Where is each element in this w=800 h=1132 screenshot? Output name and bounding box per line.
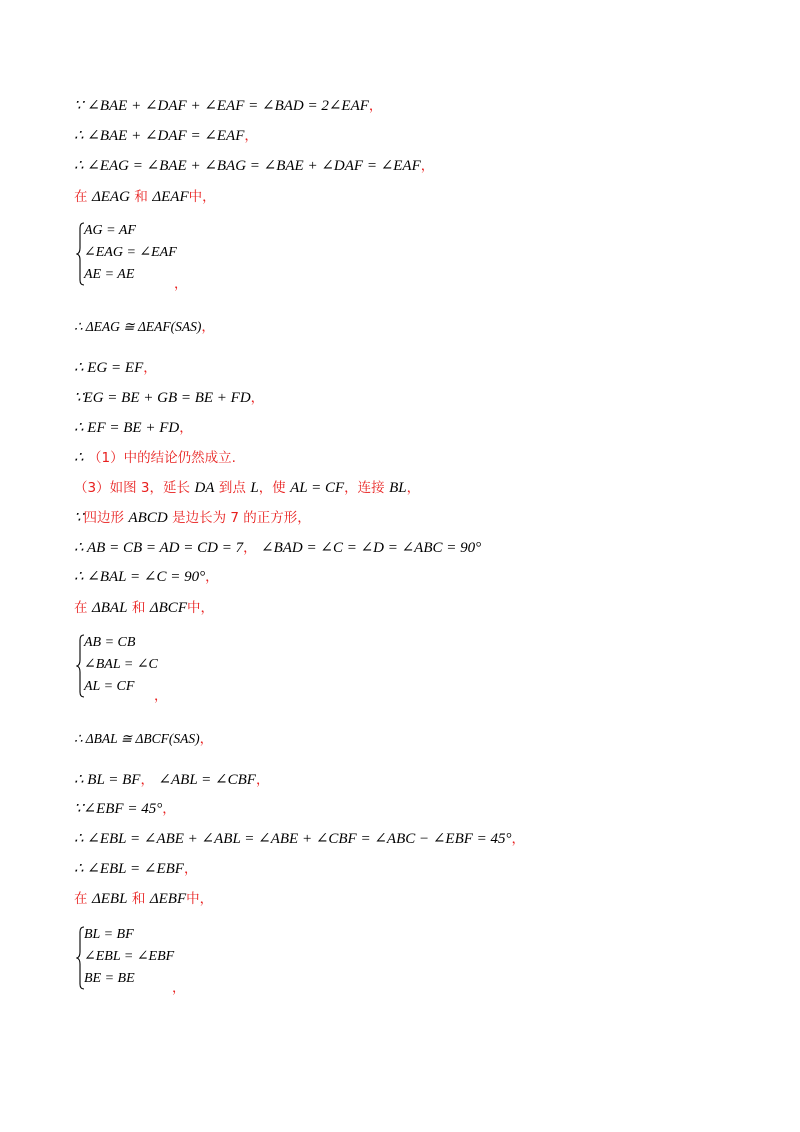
punctuation: ， <box>243 540 257 556</box>
proof-line-8 <box>74 419 193 437</box>
proof-line-12 <box>74 539 481 557</box>
punctuation: ， <box>179 420 193 436</box>
punctuation: ， <box>420 158 435 174</box>
proof-line-2 <box>74 127 258 145</box>
punctuation: ， <box>244 128 258 144</box>
math-expression: ΔEBL <box>91 891 128 907</box>
text-segment: 在 <box>74 600 88 616</box>
equation-system-1 <box>76 222 276 292</box>
math-expression: ∴ ∠EAG = ∠BAE + ∠BAG = ∠BAE + ∠DAF = ∠EAF <box>74 158 421 174</box>
math-expression: DA <box>194 480 215 496</box>
system-row: ∠EAG = ∠EAF <box>84 245 177 260</box>
proof-line-16 <box>74 771 269 789</box>
system-row: BL = BF <box>84 927 134 942</box>
math-expression: ΔEBF <box>149 891 187 907</box>
punctuation: ， <box>199 731 214 747</box>
text-segment: （3）如图 3，延长 <box>74 480 190 496</box>
proof-line-3 <box>74 157 434 175</box>
math-expression: ∠BAD = ∠C = ∠D = ∠ABC = 90° <box>261 540 482 556</box>
punctuation: ， <box>143 360 157 376</box>
math-expression: ΔBCF <box>149 600 187 616</box>
math-expression: ∴ BL = BF <box>74 772 141 788</box>
text-segment: 到点 <box>218 480 246 496</box>
math-expression: ∴ EG = EF <box>74 360 144 376</box>
math-expression: ∴ EF = BE + FD <box>74 420 180 436</box>
punctuation: ， <box>201 319 215 335</box>
proof-line-19 <box>74 860 197 878</box>
equation-system-2 <box>76 634 276 704</box>
text-segment: 是边长为 7 的正方形， <box>172 510 311 526</box>
math-expression: AL = CF <box>290 480 345 496</box>
text-segment: （1）中的结论仍然成立. <box>88 450 236 466</box>
system-row: AG = AF <box>84 223 136 238</box>
text-segment: 中， <box>186 891 214 907</box>
text-segment: 中， <box>186 600 214 616</box>
math-expression: ∴ ΔEAG ≅ ΔEAF(SAS) <box>74 319 202 334</box>
proof-line-9 <box>74 449 236 467</box>
math-expression: ∵ <box>74 510 84 526</box>
math-expression: ∴ ∠EBL = ∠EBF <box>74 861 184 877</box>
math-expression: ∴ ∠EBL = ∠ABE + ∠ABL = ∠ABE + ∠CBF = ∠ABC − ∠EBF = 45° <box>74 831 512 847</box>
proof-line-10 <box>74 479 420 497</box>
punctuation: ， <box>140 772 154 788</box>
punctuation: ， <box>368 98 383 114</box>
proof-line-6 <box>74 359 157 377</box>
punctuation: ， <box>154 688 168 704</box>
text-segment: ，连接 <box>344 480 385 496</box>
punctuation: ， <box>511 831 526 847</box>
punctuation: ， <box>255 772 270 788</box>
proof-line-11 <box>74 509 311 527</box>
math-expression: ∴ ∠BAL = ∠C = 90° <box>74 569 206 585</box>
punctuation: ， <box>172 980 186 996</box>
equation-system-3 <box>76 926 276 996</box>
math-expression: ∴ ΔBAL ≅ ΔBCF(SAS) <box>74 731 200 746</box>
math-expression: ∠ABL = ∠CBF <box>158 772 256 788</box>
system-row: AL = CF <box>84 679 135 694</box>
system-row: ∠BAL = ∠C <box>84 657 158 672</box>
punctuation: ， <box>183 861 198 877</box>
text-segment: 中， <box>188 189 216 205</box>
proof-line-14 <box>74 599 214 617</box>
text-segment: ，使 <box>258 480 286 496</box>
text-segment: 四边形 <box>83 510 125 526</box>
text-segment: 和 <box>134 189 148 205</box>
text-segment: 在 <box>74 189 88 205</box>
math-expression: ∵ ∠BAE + ∠DAF + ∠EAF = ∠BAD = 2∠EAF <box>74 98 369 114</box>
proof-line-7 <box>74 389 264 407</box>
punctuation: ， <box>250 390 265 406</box>
system-row: AE = AE <box>84 267 135 282</box>
math-expression: ∴ <box>74 450 84 466</box>
text-segment: 在 <box>74 891 88 907</box>
system-row: ∠EBL = ∠EBF <box>84 949 175 964</box>
math-expression: ABCD <box>128 510 168 526</box>
text-segment: ， <box>406 480 421 496</box>
proof-line-4 <box>74 188 216 206</box>
proof-line-1 <box>74 97 382 115</box>
text-segment: 和 <box>131 891 146 907</box>
system-row: AB = CB <box>84 635 136 650</box>
proof-line-13 <box>74 568 219 586</box>
proof-line-17 <box>74 800 176 818</box>
proof-line-5 <box>74 318 215 336</box>
proof-line-15 <box>74 730 213 748</box>
math-expression: ∴ AB = CB = AD = CD = 7 <box>74 540 244 556</box>
punctuation: ， <box>162 801 176 817</box>
system-row: BE = BE <box>84 971 135 986</box>
math-expression: ΔEAF <box>152 189 189 205</box>
math-expression: ΔBAL <box>91 600 128 616</box>
math-expression: ∵EG = BE + GB = BE + FD <box>74 390 251 406</box>
math-expression: ∵∠EBF = 45° <box>74 801 163 817</box>
punctuation: ， <box>205 569 219 585</box>
math-expression: ΔEAG <box>91 189 130 205</box>
text-segment: 和 <box>131 600 146 616</box>
math-expression: L <box>250 480 259 496</box>
proof-line-18 <box>74 830 525 848</box>
math-expression: ∴ ∠BAE + ∠DAF = ∠EAF <box>74 128 245 144</box>
math-expression: BL <box>389 480 407 496</box>
proof-line-20 <box>74 890 213 908</box>
punctuation: ， <box>174 276 188 292</box>
